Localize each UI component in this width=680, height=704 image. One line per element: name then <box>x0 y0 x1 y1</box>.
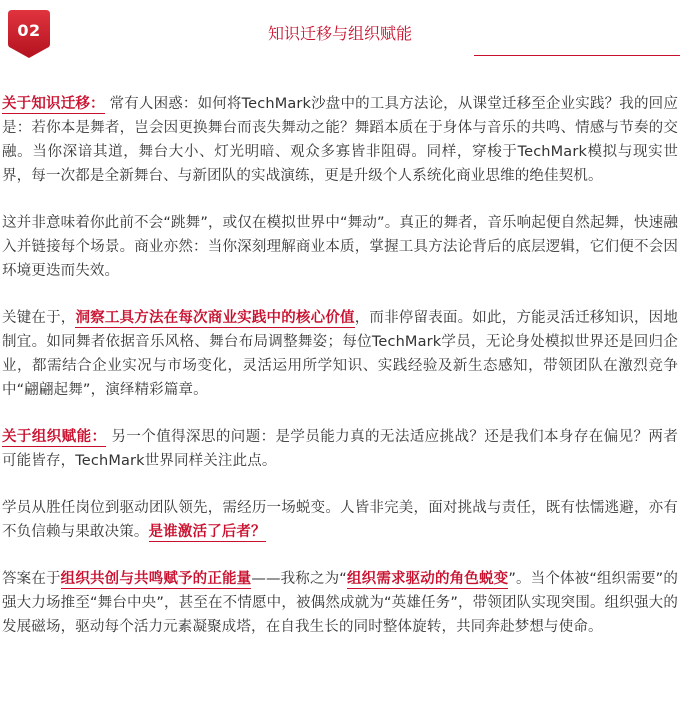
section-header <box>0 0 680 62</box>
paragraph-knowledge-transfer <box>2 92 678 188</box>
knowledge-transfer-label: 关于知识迁移： <box>2 96 105 112</box>
question-highlight: 是谁激活了后者？ <box>148 524 266 540</box>
paragraph-text: ，而非停留表面。如此，方能灵活迁移知识，因地制宜。如同舞者依据音乐风格、舞台布局调整舞姿；每位TechMark学员，无论身处模拟世界还是回归企业，都需结合企业实况与市场变化，灵活运用所学知识、实践经验及新生态感知，带领团队在激烈竞争中“翩翩起舞”，演绎精彩篇章。 <box>2 310 678 398</box>
paragraph-text: ”。当个体被“组织需要”的强大力场推至“舞台中央”，甚至在不情愿中，被偶然成就为“英雄任务”，带领团队实现突围。组织强大的发展磁场，驱动每个活力元素凝聚成塔，在自我生长的同时整体旋转，共同奔赴梦想与使命。 <box>2 571 678 635</box>
core-value-highlight: 洞察工具方法在每次商业实践中的核心价值 <box>75 310 355 326</box>
paragraph-text: 这并非意味着你此前不会“跳舞”，或仅在模拟世界中“舞动”。真正的舞者，音乐响起便自然起舞，快速融入并链接每个场景。商业亦然：当你深刻理解商业本质，掌握工具方法论背后的底层逻辑，它们便不会因环境更迭而失效。 <box>2 215 678 279</box>
role-transformation-highlight: 组织需求驱动的角色蜕变 <box>346 571 509 587</box>
section-title: 知识迁移与组织赋能 <box>267 24 412 43</box>
paragraph-answer <box>2 567 678 639</box>
paragraph-text: 常有人困惑：如何将TechMark沙盘中的工具方法论，从课堂迁移至企业实践？我的回应是：若你本是舞者，岂会因更换舞台而丧失舞动之能？舞蹈本质在于身体与音乐的共鸣、情感与节奏的交融。当你深谙其道，舞台大小、灯光明暗、观众多寡皆非阻碍。同样，穿梭于TechMark模拟与现实世界，每一次都是全新舞台、与新团队的实战演练，更是升级个人系统化商业思维的绝佳契机。 <box>2 96 678 184</box>
title-divider <box>474 55 680 56</box>
paragraph-text: 另一个值得深思的问题：是学员能力真的无法适应挑战？还是我们本身存在偏见？两者可能皆存，TechMark世界同样关注此点。 <box>2 429 678 469</box>
org-empowerment-label: 关于组织赋能： <box>2 429 107 445</box>
paragraph-text: ——我称之为“ <box>251 571 347 587</box>
positive-energy-highlight: 组织共创与共鸣赋予的正能量 <box>60 571 252 587</box>
paragraph-dancer-analogy <box>2 211 678 283</box>
section-number-badge <box>8 10 50 58</box>
paragraph-transformation <box>2 496 678 544</box>
paragraph-text: 答案在于 <box>2 571 61 587</box>
paragraph-org-empowerment <box>2 425 678 473</box>
article-body <box>2 92 678 639</box>
badge-number: 02 <box>17 21 41 40</box>
paragraph-text: 关键在于， <box>2 310 76 326</box>
paragraph-text: 学员从胜任岗位到驱动团队领先，需经历一场蜕变。人皆非完美，面对挑战与责任，既有怯懦逃避，亦有不负信赖与果敢决策。 <box>2 500 678 540</box>
paragraph-key-point <box>2 306 678 402</box>
